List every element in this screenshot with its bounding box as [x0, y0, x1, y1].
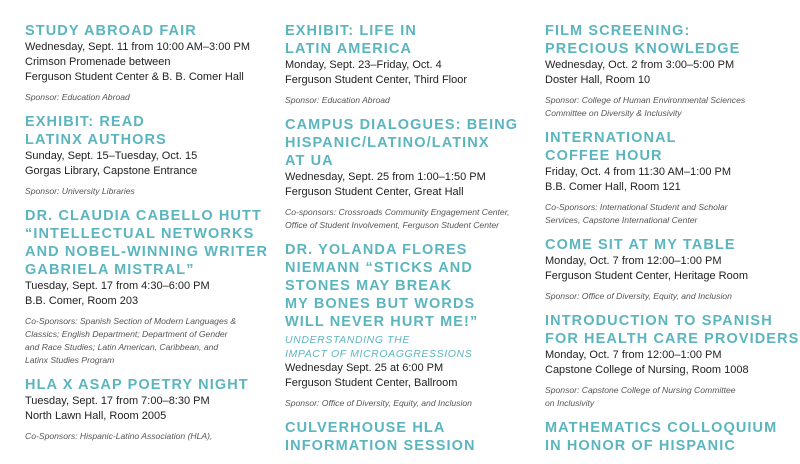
event-sponsor-line: Co-sponsors: Crossroads Community Engagement Center, [285, 207, 510, 217]
event-sponsor-line: and Race Studies; Latin American, Caribbean, and [25, 342, 219, 352]
event-title-line: MY BONES BUT WORDS [285, 296, 476, 312]
event-column-1 [25, 22, 270, 452]
event-sponsor-line: on Inclusivity [545, 398, 595, 408]
event-title [25, 376, 270, 394]
event-sponsor [545, 384, 790, 410]
event-title-line: LATIN AMERICA [285, 41, 413, 57]
event-location: Ferguson Student Center & B. B. Comer Hall [25, 71, 244, 83]
event-sponsor-line: Sponsor: Office of Diversity, Equity, and Inclusion [545, 291, 732, 301]
event-column-2 [285, 22, 530, 464]
event-title-line: LATINX AUTHORS [25, 132, 167, 148]
event-title-line: IN HONOR OF HISPANIC [545, 438, 736, 454]
event-date-time: Wednesday Sept. 25 at 6:00 PM [285, 362, 444, 374]
event-item [545, 312, 800, 410]
event-title [285, 22, 530, 58]
event-column-3 [545, 22, 800, 464]
event-title-line: INTRODUCTION TO SPANISH [545, 313, 773, 329]
event-sponsor [25, 315, 270, 367]
event-location: Ferguson Student Center, Heritage Room [545, 270, 749, 282]
event-title-line: EXHIBIT: LIFE IN [285, 23, 417, 39]
event-title-line: CULVERHOUSE HLA [285, 420, 446, 436]
event-date-time: Tuesday, Sept. 17 from 7:00–8:30 PM [25, 395, 210, 407]
event-title-line: CAMPUS DIALOGUES: BEING [285, 117, 519, 133]
event-date-time: Wednesday, Oct. 2 from 3:00–5:00 PM [545, 59, 735, 71]
event-sponsor-line: Sponsor: College of Human Environmental Sciences [545, 95, 746, 105]
event-sponsor-line: Office of Student Involvement, Ferguson Student Center [285, 220, 500, 230]
event-location: B.B. Comer Hall, Room 121 [545, 181, 681, 193]
event-title-line: FOR HEALTH CARE PROVIDERS [545, 331, 800, 347]
event-subtitle-line: UNDERSTANDING THE [285, 334, 410, 346]
event-sponsor [545, 290, 790, 303]
event-sponsor-line: Committee on Diversity & Inclusivity [545, 108, 682, 118]
event-title-line: “INTELLECTUAL NETWORKS [25, 226, 255, 242]
event-sponsor-line: Co-Sponsors: Hispanic-Latino Association (HLA), [25, 431, 213, 441]
event-item [285, 116, 530, 232]
event-location: Ferguson Student Center, Great Hall [285, 186, 464, 198]
event-sponsor [545, 201, 790, 227]
event-location: North Lawn Hall, Room 2005 [25, 410, 167, 422]
event-title-line: AND NOBEL-WINNING WRITER [25, 244, 269, 260]
event-sponsor [545, 94, 790, 120]
event-sponsor [25, 430, 270, 443]
event-subtitle [285, 333, 530, 361]
event-title [545, 312, 800, 348]
event-title-line: PRECIOUS KNOWLEDGE [545, 41, 741, 57]
event-title [545, 236, 790, 254]
event-title [285, 241, 530, 331]
event-location: Ferguson Student Center, Third Floor [285, 74, 468, 86]
event-title [25, 22, 270, 40]
event-sponsor [285, 206, 530, 232]
event-sponsor-line: Sponsor: University Libraries [25, 186, 135, 196]
event-title-line: MATHEMATICS COLLOQUIUM [545, 420, 778, 436]
event-title [25, 207, 270, 279]
event-item [285, 241, 530, 410]
event-sponsor [285, 397, 530, 410]
event-title-line: COFFEE HOUR [545, 148, 663, 164]
event-sponsor [285, 94, 530, 107]
event-location: Doster Hall, Room 10 [545, 74, 651, 86]
event-title [285, 116, 530, 170]
event-title [545, 129, 790, 165]
event-title-line: DR. YOLANDA FLORES [285, 242, 468, 258]
event-subtitle-line: IMPACT OF MICROAGGRESSIONS [285, 348, 473, 360]
event-date-time: Sunday, Sept. 15–Tuesday, Oct. 15 [25, 150, 198, 162]
event-title-line: COME SIT AT MY TABLE [545, 237, 736, 253]
event-sponsor-line: Sponsor: Office of Diversity, Equity, and Inclusion [285, 398, 472, 408]
event-title-line: STUDY ABROAD FAIR [25, 23, 197, 39]
event-location: B.B. Comer, Room 203 [25, 295, 139, 307]
event-title-line: INTERNATIONAL [545, 130, 677, 146]
event-sponsor-line: Latinx Studies Program [25, 355, 115, 365]
event-sponsor [25, 185, 270, 198]
event-sponsor-line: Co-Sponsors: International Student and Scholar [545, 202, 728, 212]
event-date-time: Monday, Oct. 7 from 12:00–1:00 PM [545, 255, 722, 267]
event-item [25, 22, 270, 104]
event-date-time: Monday, Sept. 23–Friday, Oct. 4 [285, 59, 442, 71]
event-date-time: Friday, Oct. 4 from 11:30 AM–1:00 PM [545, 166, 732, 178]
event-item [545, 236, 790, 303]
event-item [25, 376, 270, 443]
event-date-time: Wednesday, Sept. 25 from 1:00–1:50 PM [285, 171, 486, 183]
event-item [545, 129, 790, 227]
event-item [545, 22, 790, 120]
event-title-line: EXHIBIT: READ [25, 114, 145, 130]
event-date-time: Monday, Oct. 7 from 12:00–1:00 PM [545, 349, 722, 361]
event-sponsor-line: Co-Sponsors: Spanish Section of Modern Languages & [25, 316, 237, 326]
event-date-time: Wednesday, Sept. 11 from 10:00 AM–3:00 PM [25, 41, 251, 53]
event-location: Capstone College of Nursing, Room 1008 [545, 364, 749, 376]
event-title [545, 22, 790, 58]
event-title-line: DR. CLAUDIA CABELLO HUTT [25, 208, 262, 224]
event-sponsor [25, 91, 270, 104]
event-item [25, 207, 270, 367]
event-sponsor-line: Sponsor: Capstone College of Nursing Committee [545, 385, 736, 395]
event-title-line: WILL NEVER HURT ME!” [285, 314, 479, 330]
event-date-time: Tuesday, Sept. 17 from 4:30–6:00 PM [25, 280, 210, 292]
event-title-line: INFORMATION SESSION [285, 438, 476, 454]
event-location: Gorgas Library, Capstone Entrance [25, 165, 198, 177]
event-title-line: FILM SCREENING: [545, 23, 691, 39]
event-location: Ferguson Student Center, Ballroom [285, 377, 458, 389]
event-location: Crimson Promenade between [25, 56, 171, 68]
event-title-line: HLA X ASAP POETRY NIGHT [25, 377, 249, 393]
event-title-line: GABRIELA MISTRAL” [25, 262, 195, 278]
event-sponsor-line: Sponsor: Education Abroad [25, 92, 130, 102]
event-title-line: HISPANIC/LATINO/LATINX [285, 135, 490, 151]
event-title-line: NIEMANN “STICKS AND [285, 260, 473, 276]
event-item [285, 22, 530, 107]
event-sponsor-line: Sponsor: Education Abroad [285, 95, 390, 105]
event-title-line: STONES MAY BREAK [285, 278, 453, 294]
event-title-line: AT UA [285, 153, 334, 169]
event-sponsor-line: Classics; English Department; Department of Gender [25, 329, 228, 339]
event-item [25, 113, 270, 198]
event-sponsor-line: Services, Capstone International Center [545, 215, 698, 225]
event-title [25, 113, 270, 149]
